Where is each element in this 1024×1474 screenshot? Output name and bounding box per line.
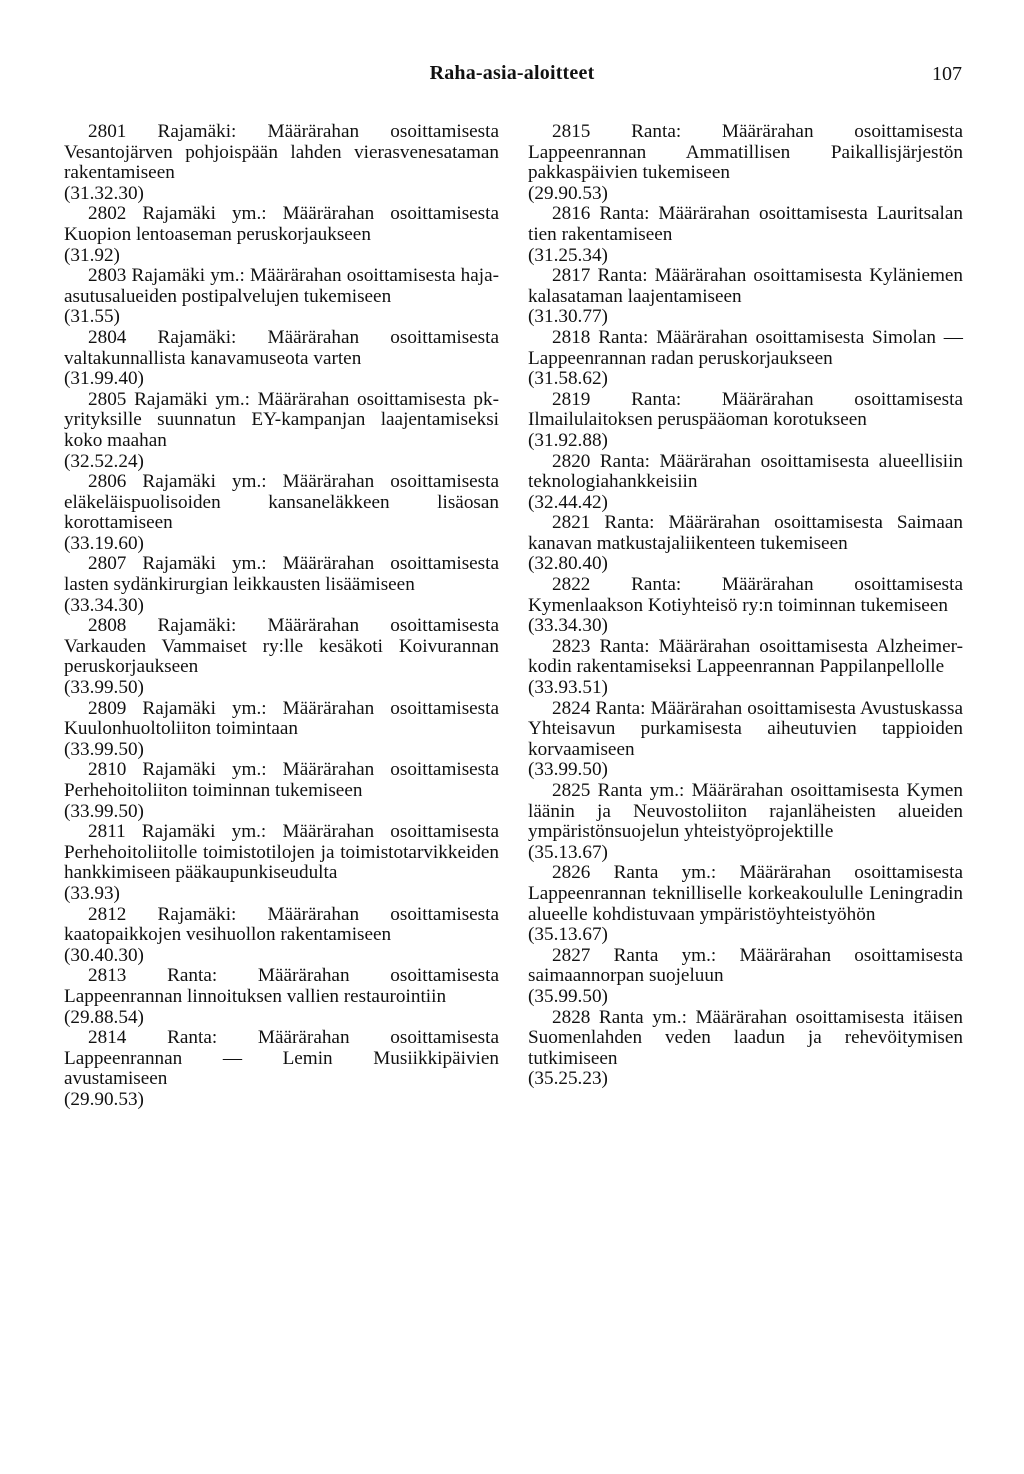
list-item (528, 122, 963, 204)
entry-text: 2806 Rajamäki ym.: Määrärahan osoittamisesta eläkeläispuolisoiden kansaneläkkeen lisäosan korottamiseen (64, 471, 499, 534)
entry-text: 2810 Rajamäki ym.: Määrärahan osoittamisesta Perhehoitoliiton toiminnan tukemiseen (64, 759, 499, 801)
entry-code: (31.30.77) (528, 306, 608, 328)
entry-code: (31.25.34) (528, 244, 608, 266)
list-item (64, 616, 499, 698)
list-item (528, 513, 963, 575)
entry-text: 2805 Rajamäki ym.: Määrärahan osoittamisesta pk-yrityksille suunnatun EY-kampanjan laajentamiseksi koko maahan (64, 388, 499, 451)
entry-code: (33.34.30) (528, 615, 608, 637)
entry-text: 2811 Rajamäki ym.: Määrärahan osoittamisesta Perhehoitoliitolle toimistotilojen ja toimistotarvikkeiden hankkimiseen pääkaupunkiseudulta (64, 821, 499, 884)
list-item (528, 863, 963, 945)
right-column (528, 122, 963, 1090)
entry-text: 2819 Ranta: Määrärahan osoittamisesta Ilmailulaitoksen peruspääoman korotukseen (528, 388, 963, 431)
entry-code: (32.52.24) (64, 450, 144, 472)
entry-code: (31.92) (64, 244, 120, 266)
entry-code: (31.99.40) (64, 368, 144, 390)
entry-text: 2812 Rajamäki: Määrärahan osoittamisesta kaatopaikkojen vesihuollon rakentamiseen (64, 903, 499, 946)
entry-text: 2804 Rajamäki: Määrärahan osoittamisesta valtakunnallista kanavamuseota varten (64, 326, 499, 369)
list-item (64, 822, 499, 904)
entry-text: 2803 Rajamäki ym.: Määrärahan osoittamisesta haja-asutusalueiden postipalvelujen tukemiseen (64, 265, 499, 307)
entry-code: (33.99.50) (64, 800, 144, 822)
list-item (64, 122, 499, 204)
list-item (64, 390, 499, 472)
list-item (528, 452, 963, 514)
entry-text: 2821 Ranta: Määrärahan osoittamisesta Saimaan kanavan matkustajaliikenteen tukemiseen (528, 512, 963, 554)
list-item (528, 699, 963, 781)
entry-code: (35.13.67) (528, 924, 608, 946)
entry-code: (33.99.50) (528, 759, 608, 781)
entry-text: 2825 Ranta ym.: Määrärahan osoittamisesta Kymen läänin ja Neuvostoliiton rajanläheisten alueiden ympäristönsuojelun yhteistyöprojektille (528, 780, 963, 843)
entry-code: (31.32.30) (64, 182, 144, 204)
list-item (64, 328, 499, 390)
entry-text: 2801 Rajamäki: Määrärahan osoittamisesta Vesantojärven pohjoispään lahden vierasvenesataman rakentamiseen (64, 121, 499, 184)
list-item (528, 390, 963, 452)
page-title: Raha-asia-aloitteet (429, 62, 595, 84)
entry-text: 2816 Ranta: Määrärahan osoittamisesta Lauritsalan tien rakentamiseen (528, 203, 963, 245)
entry-text: 2813 Ranta: Määrärahan osoittamisesta Lappeenrannan linnoituksen vallien restaurointiin (64, 965, 499, 1007)
entry-code: (33.93) (64, 882, 120, 904)
entry-code: (35.25.23) (528, 1068, 608, 1090)
entry-code: (35.13.67) (528, 841, 608, 863)
entry-text: 2809 Rajamäki ym.: Määrärahan osoittamisesta Kuulonhuoltoliiton toimintaan (64, 697, 499, 740)
entry-code: (29.88.54) (64, 1006, 144, 1028)
list-item (528, 1008, 963, 1090)
entry-code: (31.58.62) (528, 368, 608, 390)
entry-code: (29.90.53) (528, 182, 608, 204)
list-item (528, 946, 963, 1008)
entry-code: (30.40.30) (64, 944, 144, 966)
entry-text: 2828 Ranta ym.: Määrärahan osoittamisesta itäisen Suomenlahden veden laadun ja rehevöitymisen tutkimiseen (528, 1006, 963, 1069)
list-item (64, 554, 499, 616)
list-item (64, 966, 499, 1028)
left-column (64, 122, 499, 1111)
entry-text: 2814 Ranta: Määrärahan osoittamisesta Lappeenrannan — Lemin Musiikkipäivien avustamiseen (64, 1027, 499, 1090)
list-item (64, 760, 499, 822)
list-item (528, 575, 963, 637)
entry-text: 2823 Ranta: Määrärahan osoittamisesta Alzheimer-kodin rakentamiseksi Lappeenrannan Pappilanpellolle (528, 635, 963, 678)
entry-text: 2802 Rajamäki ym.: Määrärahan osoittamisesta Kuopion lentoaseman peruskorjaukseen (64, 203, 499, 245)
entry-text: 2822 Ranta: Määrärahan osoittamisesta Kymenlaakson Kotiyhteisö ry:n toiminnan tukemiseen (528, 574, 963, 616)
entry-code: (33.99.50) (64, 738, 144, 760)
entry-code: (33.19.60) (64, 532, 144, 554)
list-item (528, 204, 963, 266)
entry-code: (29.90.53) (64, 1088, 144, 1110)
entry-code: (32.80.40) (528, 553, 608, 575)
page-number: 107 (932, 63, 962, 85)
entry-text: 2807 Rajamäki ym.: Määrärahan osoittamisesta lasten sydänkirurgian leikkausten lisäämiseen (64, 553, 499, 596)
entry-code: (35.99.50) (528, 985, 608, 1007)
list-item (64, 905, 499, 967)
entry-text: 2827 Ranta ym.: Määrärahan osoittamisesta saimaannorpan suojeluun (528, 944, 963, 987)
entry-code: (31.55) (64, 306, 120, 328)
entry-code: (33.34.30) (64, 594, 144, 616)
entry-text: 2808 Rajamäki: Määrärahan osoittamisesta Varkauden Vammaiset ry:lle kesäkoti Koivurannan peruskorjaukseen (64, 615, 499, 678)
list-item (64, 204, 499, 266)
entry-text: 2826 Ranta ym.: Määrärahan osoittamisesta Lappeenrannan teknilliselle korkeakoululle Leningradin alueelle kohdistuvaan ympäristöyhteistyöhön (528, 862, 963, 925)
entry-code: (32.44.42) (528, 491, 608, 513)
list-item (64, 699, 499, 761)
list-item (528, 266, 963, 328)
entry-text: 2817 Ranta: Määrärahan osoittamisesta Kyläniemen kalasataman laajentamiseen (528, 265, 963, 307)
list-item (528, 328, 963, 390)
list-item (528, 781, 963, 863)
entry-text: 2815 Ranta: Määrärahan osoittamisesta Lappeenrannan Ammatillisen Paikallisjärjestön pakkaspäivien tukemiseen (528, 121, 963, 184)
entry-code: (31.92.88) (528, 429, 608, 451)
entry-text: 2818 Ranta: Määrärahan osoittamisesta Simolan — Lappeenrannan radan peruskorjaukseen (528, 326, 963, 369)
entry-text: 2824 Ranta: Määrärahan osoittamisesta Avustuskassa Yhteisavun purkamisesta aiheutuvien tappioiden korvaamiseen (528, 697, 963, 760)
list-item (64, 266, 499, 328)
list-item (528, 637, 963, 699)
entry-text: 2820 Ranta: Määrärahan osoittamisesta alueellisiin teknologiahankkeisiin (528, 450, 963, 493)
list-item (64, 472, 499, 554)
entry-code: (33.99.50) (64, 677, 144, 699)
entry-code: (33.93.51) (528, 677, 608, 699)
list-item (64, 1028, 499, 1110)
